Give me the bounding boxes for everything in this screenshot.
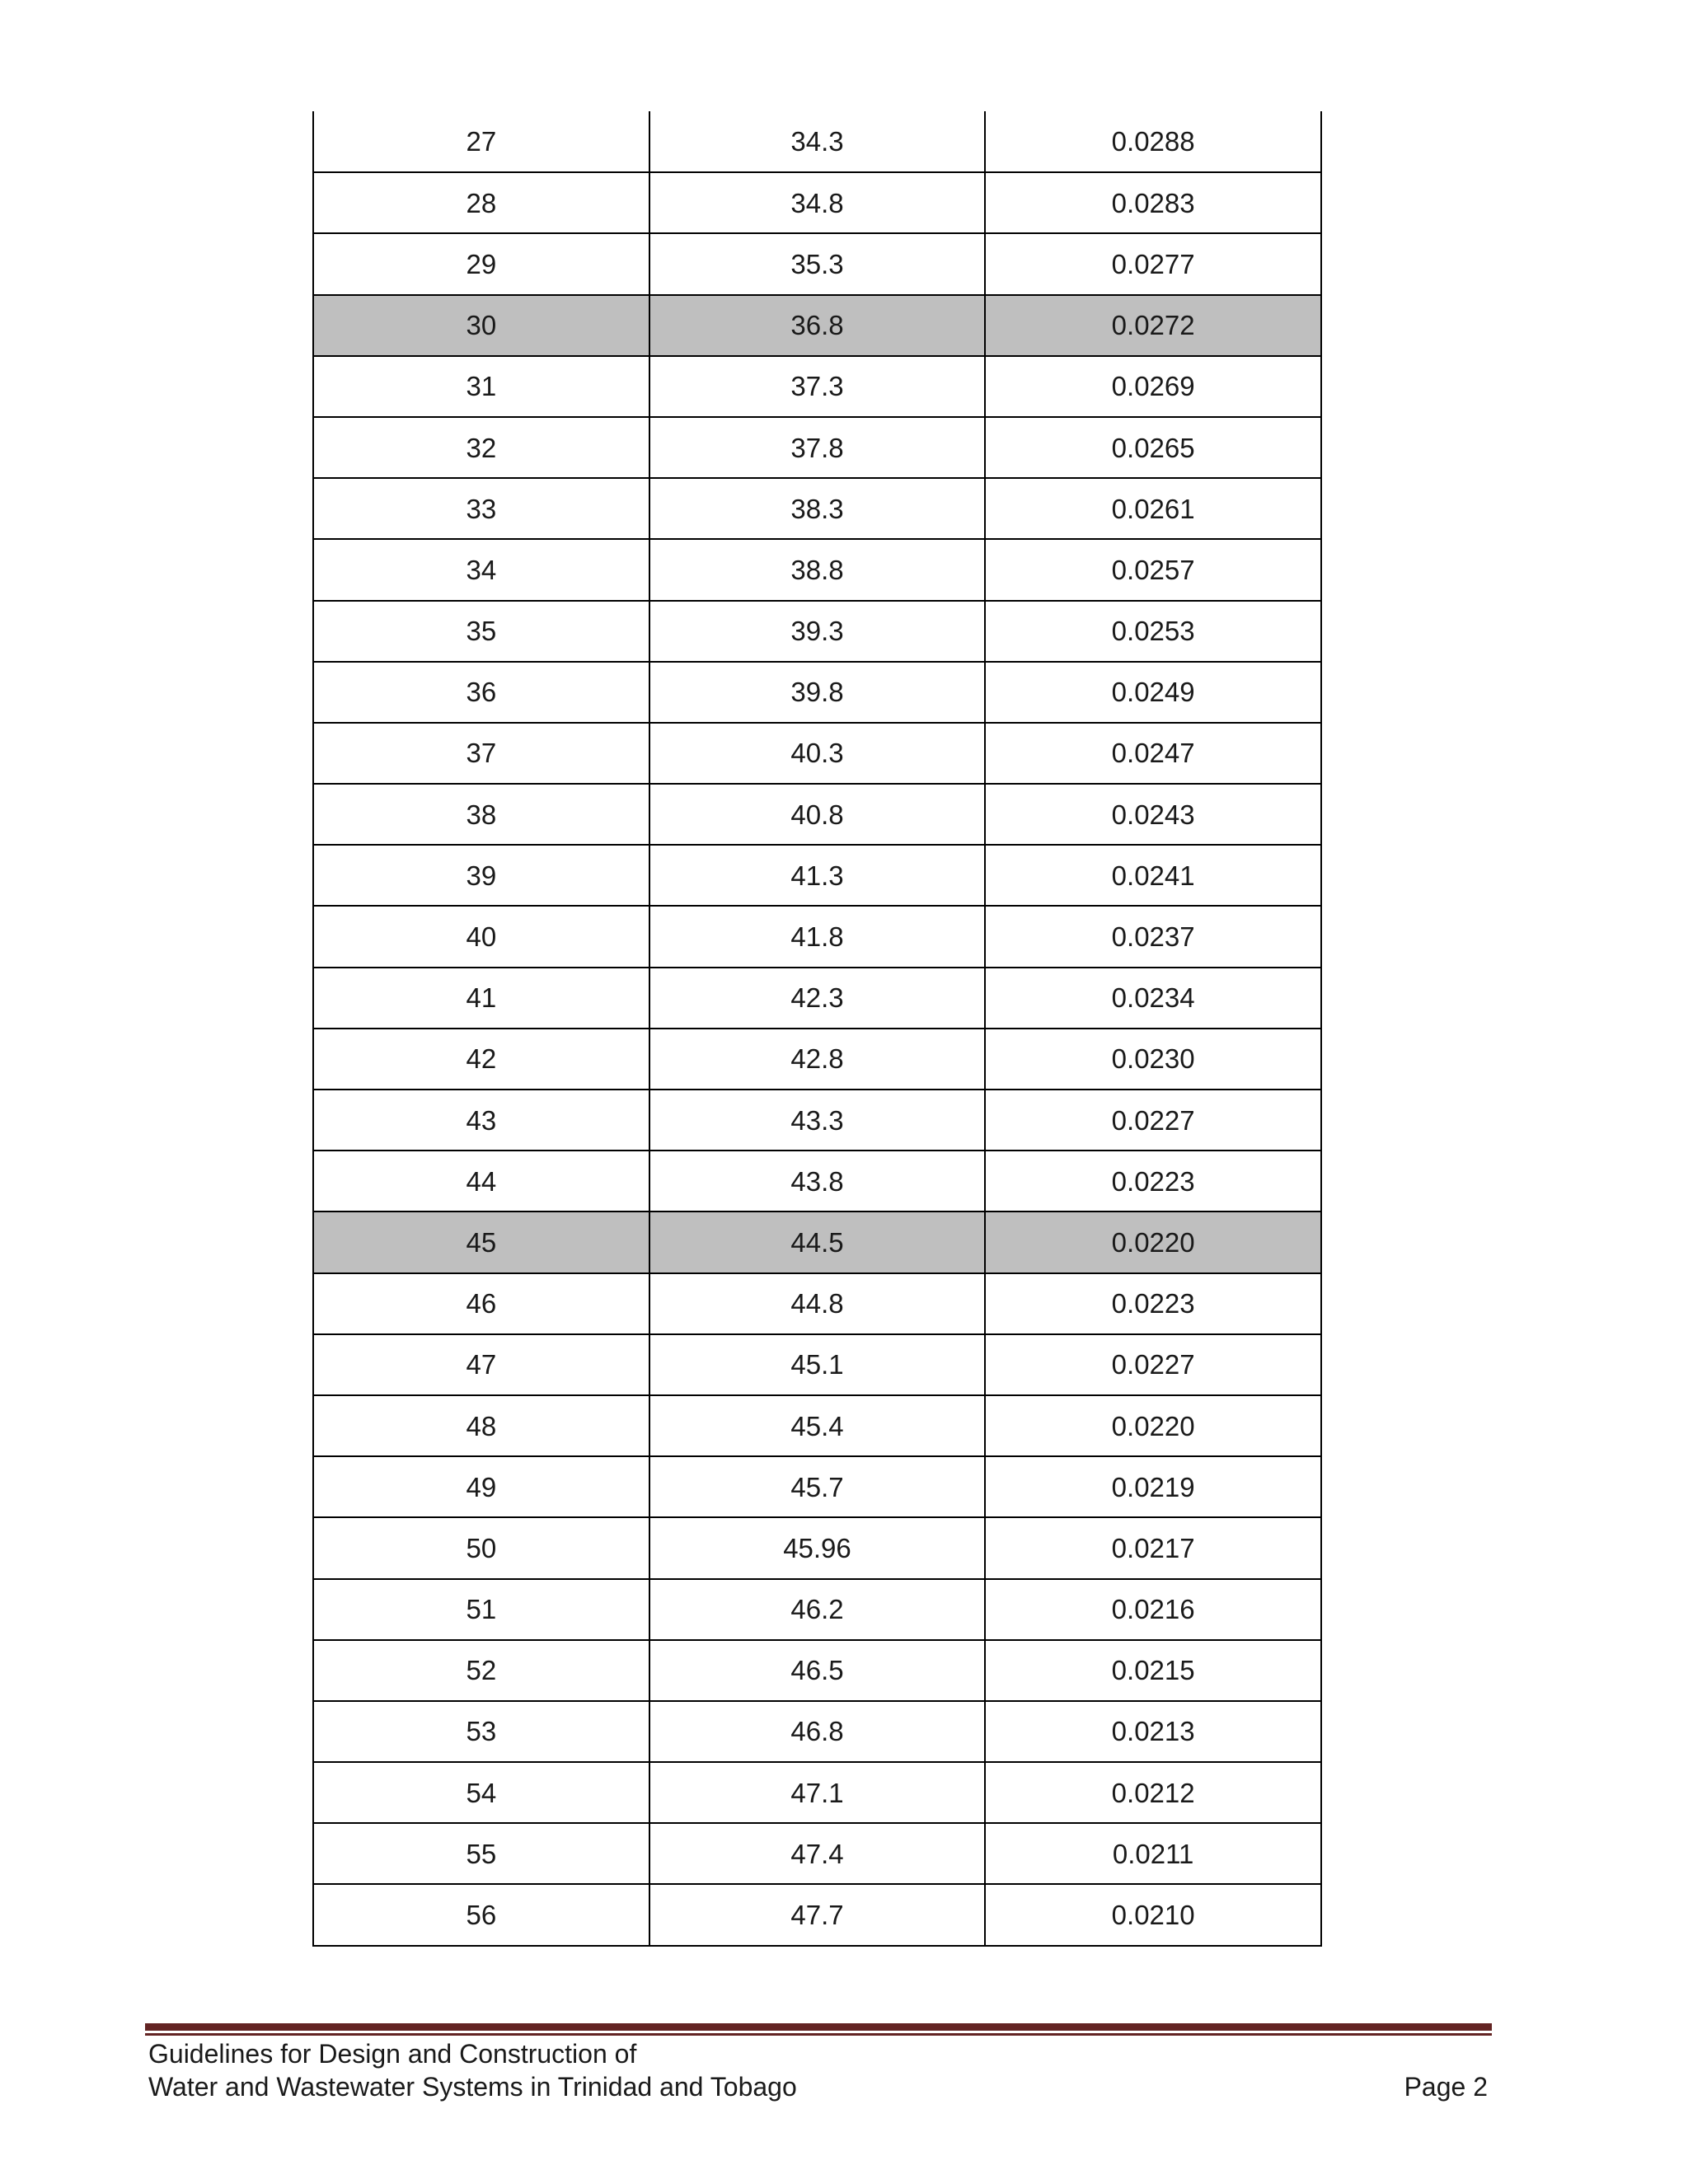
table-row xyxy=(313,1090,1321,1151)
table-cell-col-1: 53 xyxy=(313,1701,649,1762)
table-cell-col-3: 0.0265 xyxy=(985,417,1321,478)
table-cell-col-2: 46.2 xyxy=(649,1579,986,1640)
table-cell-col-1: 44 xyxy=(313,1151,649,1212)
table-cell-col-1: 30 xyxy=(313,295,649,356)
table-cell-col-2: 46.5 xyxy=(649,1640,986,1701)
table-cell-col-1: 56 xyxy=(313,1884,649,1945)
table-cell-col-2: 34.8 xyxy=(649,172,986,233)
table-cell-col-3: 0.0234 xyxy=(985,968,1321,1029)
table-cell-col-2: 41.3 xyxy=(649,845,986,906)
table-cell-col-1: 48 xyxy=(313,1395,649,1456)
table-row xyxy=(313,1640,1321,1701)
table-cell-col-3: 0.0261 xyxy=(985,478,1321,539)
table-cell-col-3: 0.0283 xyxy=(985,172,1321,233)
table-cell-col-3: 0.0220 xyxy=(985,1395,1321,1456)
table-row xyxy=(313,1212,1321,1272)
table-cell-col-3: 0.0220 xyxy=(985,1212,1321,1272)
table-cell-col-1: 38 xyxy=(313,784,649,845)
table-cell-col-1: 36 xyxy=(313,662,649,723)
table-row xyxy=(313,1884,1321,1945)
table-cell-col-2: 41.8 xyxy=(649,906,986,967)
table-row xyxy=(313,1395,1321,1456)
table-cell-col-2: 42.3 xyxy=(649,968,986,1029)
table-row xyxy=(313,111,1321,172)
table-row xyxy=(313,906,1321,967)
table-cell-col-1: 34 xyxy=(313,539,649,600)
table-cell-col-3: 0.0216 xyxy=(985,1579,1321,1640)
table-cell-col-2: 40.3 xyxy=(649,723,986,784)
footer-line-2: Water and Wastewater Systems in Trinidad and Tobago xyxy=(148,2072,797,2102)
table-cell-col-2: 46.8 xyxy=(649,1701,986,1762)
table-row xyxy=(313,233,1321,294)
table-cell-col-1: 43 xyxy=(313,1090,649,1151)
table-row xyxy=(313,172,1321,233)
table-cell-col-1: 55 xyxy=(313,1823,649,1884)
table-cell-col-2: 38.3 xyxy=(649,478,986,539)
table-cell-col-2: 40.8 xyxy=(649,784,986,845)
table-row xyxy=(313,417,1321,478)
table-body xyxy=(313,111,1321,1946)
table-row xyxy=(313,723,1321,784)
table-cell-col-1: 37 xyxy=(313,723,649,784)
table-cell-col-1: 28 xyxy=(313,172,649,233)
table-cell-col-2: 39.3 xyxy=(649,601,986,662)
table-cell-col-2: 45.96 xyxy=(649,1517,986,1578)
table-row xyxy=(313,968,1321,1029)
table-cell-col-2: 38.8 xyxy=(649,539,986,600)
table-cell-col-3: 0.0212 xyxy=(985,1762,1321,1823)
table-row xyxy=(313,478,1321,539)
table-cell-col-1: 39 xyxy=(313,845,649,906)
table-cell-col-3: 0.0277 xyxy=(985,233,1321,294)
table-cell-col-2: 47.1 xyxy=(649,1762,986,1823)
table-cell-col-3: 0.0272 xyxy=(985,295,1321,356)
table-row xyxy=(313,1701,1321,1762)
table-row xyxy=(313,295,1321,356)
table-cell-col-3: 0.0237 xyxy=(985,906,1321,967)
table-cell-col-2: 34.3 xyxy=(649,111,986,172)
table-row xyxy=(313,845,1321,906)
table-cell-col-1: 35 xyxy=(313,601,649,662)
table-row xyxy=(313,1273,1321,1334)
table-cell-col-3: 0.0227 xyxy=(985,1090,1321,1151)
table-row xyxy=(313,356,1321,417)
table-row xyxy=(313,1762,1321,1823)
table-cell-col-3: 0.0219 xyxy=(985,1456,1321,1517)
table-row xyxy=(313,662,1321,723)
table-cell-col-2: 42.8 xyxy=(649,1029,986,1090)
table-cell-col-3: 0.0247 xyxy=(985,723,1321,784)
table-cell-col-3: 0.0269 xyxy=(985,356,1321,417)
table-cell-col-1: 33 xyxy=(313,478,649,539)
table-cell-col-2: 45.7 xyxy=(649,1456,986,1517)
table-cell-col-1: 47 xyxy=(313,1334,649,1395)
footer-line-1: Guidelines for Design and Construction of xyxy=(148,2039,637,2069)
table-cell-col-1: 41 xyxy=(313,968,649,1029)
table-row xyxy=(313,539,1321,600)
table-row xyxy=(313,1151,1321,1212)
table-cell-col-3: 0.0217 xyxy=(985,1517,1321,1578)
table-cell-col-2: 37.3 xyxy=(649,356,986,417)
table-cell-col-3: 0.0227 xyxy=(985,1334,1321,1395)
table-cell-col-3: 0.0288 xyxy=(985,111,1321,172)
table-cell-col-1: 42 xyxy=(313,1029,649,1090)
table-cell-col-1: 29 xyxy=(313,233,649,294)
footer-rule-thick xyxy=(145,2023,1492,2031)
table-cell-col-3: 0.0253 xyxy=(985,601,1321,662)
table-cell-col-3: 0.0210 xyxy=(985,1884,1321,1945)
table-cell-col-3: 0.0243 xyxy=(985,784,1321,845)
table-cell-col-1: 32 xyxy=(313,417,649,478)
table-cell-col-3: 0.0215 xyxy=(985,1640,1321,1701)
table-cell-col-2: 44.5 xyxy=(649,1212,986,1272)
data-table xyxy=(312,111,1322,1947)
table-cell-col-1: 50 xyxy=(313,1517,649,1578)
footer-text xyxy=(148,2037,797,2103)
table-cell-col-2: 47.4 xyxy=(649,1823,986,1884)
table-cell-col-1: 52 xyxy=(313,1640,649,1701)
table-cell-col-2: 36.8 xyxy=(649,295,986,356)
table-row xyxy=(313,1579,1321,1640)
table-cell-col-3: 0.0249 xyxy=(985,662,1321,723)
table-cell-col-1: 40 xyxy=(313,906,649,967)
table-row xyxy=(313,784,1321,845)
table-row xyxy=(313,1823,1321,1884)
table-cell-col-2: 35.3 xyxy=(649,233,986,294)
table-cell-col-2: 37.8 xyxy=(649,417,986,478)
table-cell-col-3: 0.0213 xyxy=(985,1701,1321,1762)
table-cell-col-3: 0.0230 xyxy=(985,1029,1321,1090)
table-cell-col-3: 0.0241 xyxy=(985,845,1321,906)
table-cell-col-2: 47.7 xyxy=(649,1884,986,1945)
table-cell-col-3: 0.0223 xyxy=(985,1273,1321,1334)
table-row xyxy=(313,1029,1321,1090)
table-row xyxy=(313,601,1321,662)
table-cell-col-1: 31 xyxy=(313,356,649,417)
table-row xyxy=(313,1334,1321,1395)
table-cell-col-1: 51 xyxy=(313,1579,649,1640)
table-cell-col-2: 44.8 xyxy=(649,1273,986,1334)
table-cell-col-2: 43.3 xyxy=(649,1090,986,1151)
footer-rule xyxy=(145,2023,1492,2036)
table-cell-col-2: 39.8 xyxy=(649,662,986,723)
table-cell-col-1: 46 xyxy=(313,1273,649,1334)
table-row xyxy=(313,1517,1321,1578)
table-cell-col-1: 27 xyxy=(313,111,649,172)
table-cell-col-1: 54 xyxy=(313,1762,649,1823)
table-cell-col-2: 43.8 xyxy=(649,1151,986,1212)
table-row xyxy=(313,1456,1321,1517)
footer-rule-thin xyxy=(145,2033,1492,2036)
table-cell-col-2: 45.4 xyxy=(649,1395,986,1456)
table-cell-col-3: 0.0211 xyxy=(985,1823,1321,1884)
table-cell-col-2: 45.1 xyxy=(649,1334,986,1395)
table-cell-col-1: 45 xyxy=(313,1212,649,1272)
page-number: Page 2 xyxy=(1404,2072,1488,2102)
table-cell-col-3: 0.0223 xyxy=(985,1151,1321,1212)
table-cell-col-3: 0.0257 xyxy=(985,539,1321,600)
table-cell-col-1: 49 xyxy=(313,1456,649,1517)
